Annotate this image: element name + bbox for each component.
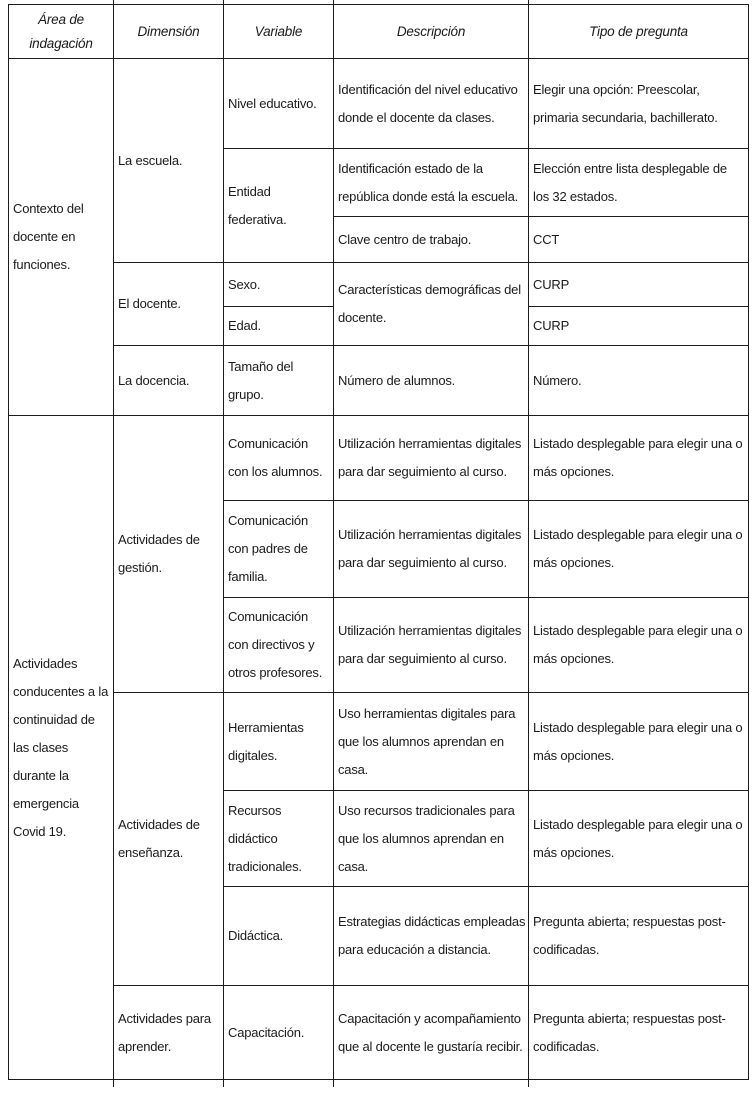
area-cell: Actividades conducentes a la continuidad de las clases durante la emergencia Covid 19. bbox=[9, 416, 114, 1080]
description-cell: Estrategias didácticas empleadas para educación a distancia. bbox=[334, 887, 529, 986]
description-cell: Uso recursos tradicionales para que los alumnos aprendan en casa. bbox=[334, 791, 529, 887]
dimension-cell: El docente. bbox=[114, 263, 224, 346]
variable-cell: Didáctica. bbox=[224, 887, 334, 986]
area-cell: Contexto del docente en funciones. bbox=[9, 59, 114, 416]
variable-cell: Edad. bbox=[224, 307, 334, 346]
question-type-cell: Listado desplegable para elegir una o más opciones. bbox=[529, 416, 749, 501]
question-type-cell: CCT bbox=[529, 217, 749, 263]
description-cell: Capacitación y acompañamiento que al docente le gustaría recibir. bbox=[334, 986, 529, 1080]
description-cell: Utilización herramientas digitales para dar seguimiento al curso. bbox=[334, 416, 529, 501]
description-cell: Identificación del nivel educativo donde el docente da clases. bbox=[334, 59, 529, 149]
variable-cell: Tamaño del grupo. bbox=[224, 346, 334, 416]
question-type-cell: Pregunta abierta; respuestas post-codificadas. bbox=[529, 887, 749, 986]
dimension-cell: Actividades para aprender. bbox=[114, 986, 224, 1080]
table-border-stub bbox=[113, 1080, 114, 1087]
header-area: Área de indagación bbox=[9, 5, 114, 59]
question-type-cell: Listado desplegable para elegir una o más opciones. bbox=[529, 501, 749, 598]
question-type-cell: CURP bbox=[529, 307, 749, 346]
question-type-cell: Número. bbox=[529, 346, 749, 416]
variable-cell: Nivel educativo. bbox=[224, 59, 334, 149]
operationalization-table bbox=[8, 4, 749, 1080]
variable-cell: Sexo. bbox=[224, 263, 334, 307]
variable-cell: Capacitación. bbox=[224, 986, 334, 1080]
description-cell: Clave centro de trabajo. bbox=[334, 217, 529, 263]
variable-cell: Recursos didáctico tradicionales. bbox=[224, 791, 334, 887]
question-type-cell: Listado desplegable para elegir una o más opciones. bbox=[529, 598, 749, 693]
variable-cell: Comunicación con directivos y otros profesores. bbox=[224, 598, 334, 693]
description-cell: Utilización herramientas digitales para dar seguimiento al curso. bbox=[334, 598, 529, 693]
table-border-stub bbox=[333, 1080, 334, 1087]
dimension-cell: La escuela. bbox=[114, 59, 224, 263]
variable-cell: Comunicación con padres de familia. bbox=[224, 501, 334, 598]
description-cell: Características demográficas del docente. bbox=[334, 263, 529, 346]
question-type-cell: Elección entre lista desplegable de los 32 estados. bbox=[529, 149, 749, 217]
description-cell: Utilización herramientas digitales para dar seguimiento al curso. bbox=[334, 501, 529, 598]
question-type-cell: Listado desplegable para elegir una o más opciones. bbox=[529, 791, 749, 887]
table-border-stub bbox=[223, 1080, 224, 1087]
table-row bbox=[9, 693, 749, 791]
question-type-cell: CURP bbox=[529, 263, 749, 307]
table-border-stub bbox=[113, 0, 114, 5]
dimension-cell: La docencia. bbox=[114, 346, 224, 416]
question-type-cell: Listado desplegable para elegir una o más opciones. bbox=[529, 693, 749, 791]
table-row bbox=[9, 263, 749, 307]
table-border-stub bbox=[333, 0, 334, 5]
header-description: Descripción bbox=[334, 5, 529, 59]
variable-cell: Herramientas digitales. bbox=[224, 693, 334, 791]
question-type-cell: Elegir una opción: Preescolar, primaria secundaria, bachillerato. bbox=[529, 59, 749, 149]
question-type-cell: Pregunta abierta; respuestas post-codificadas. bbox=[529, 986, 749, 1080]
header-dimension: Dimensión bbox=[114, 5, 224, 59]
variable-cell: Comunicación con los alumnos. bbox=[224, 416, 334, 501]
dimension-cell: Actividades de enseñanza. bbox=[114, 693, 224, 986]
description-cell: Identificación estado de la república donde está la escuela. bbox=[334, 149, 529, 217]
variable-cell: Entidad federativa. bbox=[224, 149, 334, 263]
table-row bbox=[9, 416, 749, 501]
table-border-stub bbox=[223, 0, 224, 5]
header-row bbox=[9, 5, 749, 59]
table-row bbox=[9, 986, 749, 1080]
table-border-stub bbox=[528, 0, 529, 5]
table-border-stub bbox=[528, 1080, 529, 1087]
description-cell: Número de alumnos. bbox=[334, 346, 529, 416]
header-question-type: Tipo de pregunta bbox=[529, 5, 749, 59]
dimension-cell: Actividades de gestión. bbox=[114, 416, 224, 693]
description-cell: Uso herramientas digitales para que los alumnos aprendan en casa. bbox=[334, 693, 529, 791]
header-variable: Variable bbox=[224, 5, 334, 59]
table-row bbox=[9, 346, 749, 416]
table-row bbox=[9, 59, 749, 149]
